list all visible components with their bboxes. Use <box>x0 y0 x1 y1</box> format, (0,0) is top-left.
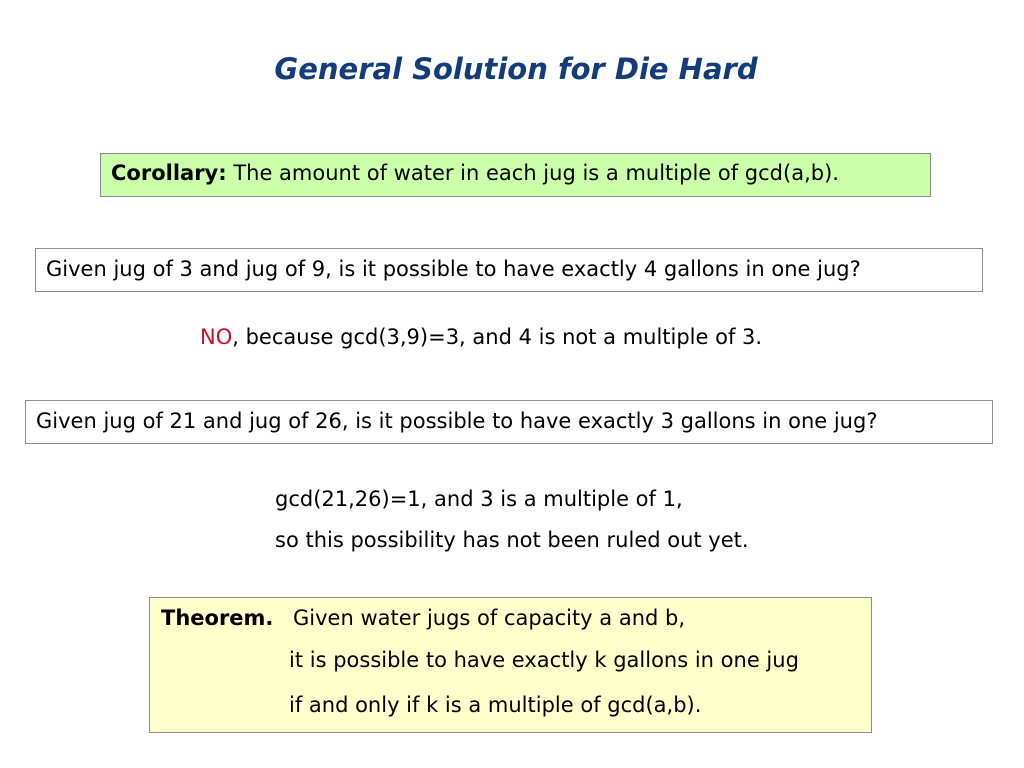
answer-1-text: , because gcd(3,9)=3, and 4 is not a multiple of 3. <box>232 325 763 349</box>
theorem-line-1: Given water jugs of capacity a and b, <box>293 606 686 630</box>
question-1-box <box>35 248 983 292</box>
corollary-label: Corollary: <box>111 161 227 185</box>
theorem-box <box>149 597 872 733</box>
corollary-box <box>100 153 931 197</box>
corollary-text: The amount of water in each jug is a multiple of gcd(a,b). <box>226 161 839 185</box>
slide-title: General Solution for Die Hard <box>274 52 758 86</box>
question-1-text: Given jug of 3 and jug of 9, is it possible to have exactly 4 gallons in one jug? <box>46 257 861 281</box>
answer-1 <box>200 325 762 349</box>
question-2-text: Given jug of 21 and jug of 26, is it possible to have exactly 3 gallons in one jug? <box>36 409 878 433</box>
theorem-line-3: if and only if k is a multiple of gcd(a,b). <box>289 693 702 717</box>
answer-1-keyword: NO <box>200 325 233 349</box>
theorem-line-2: it is possible to have exactly k gallons in one jug <box>289 648 799 672</box>
question-2-box <box>25 400 993 444</box>
answer-2-line-1: gcd(21,26)=1, and 3 is a multiple of 1, <box>275 487 683 511</box>
answer-2-line-2: so this possibility has not been ruled out yet. <box>275 528 749 552</box>
theorem-label: Theorem. <box>161 606 274 630</box>
